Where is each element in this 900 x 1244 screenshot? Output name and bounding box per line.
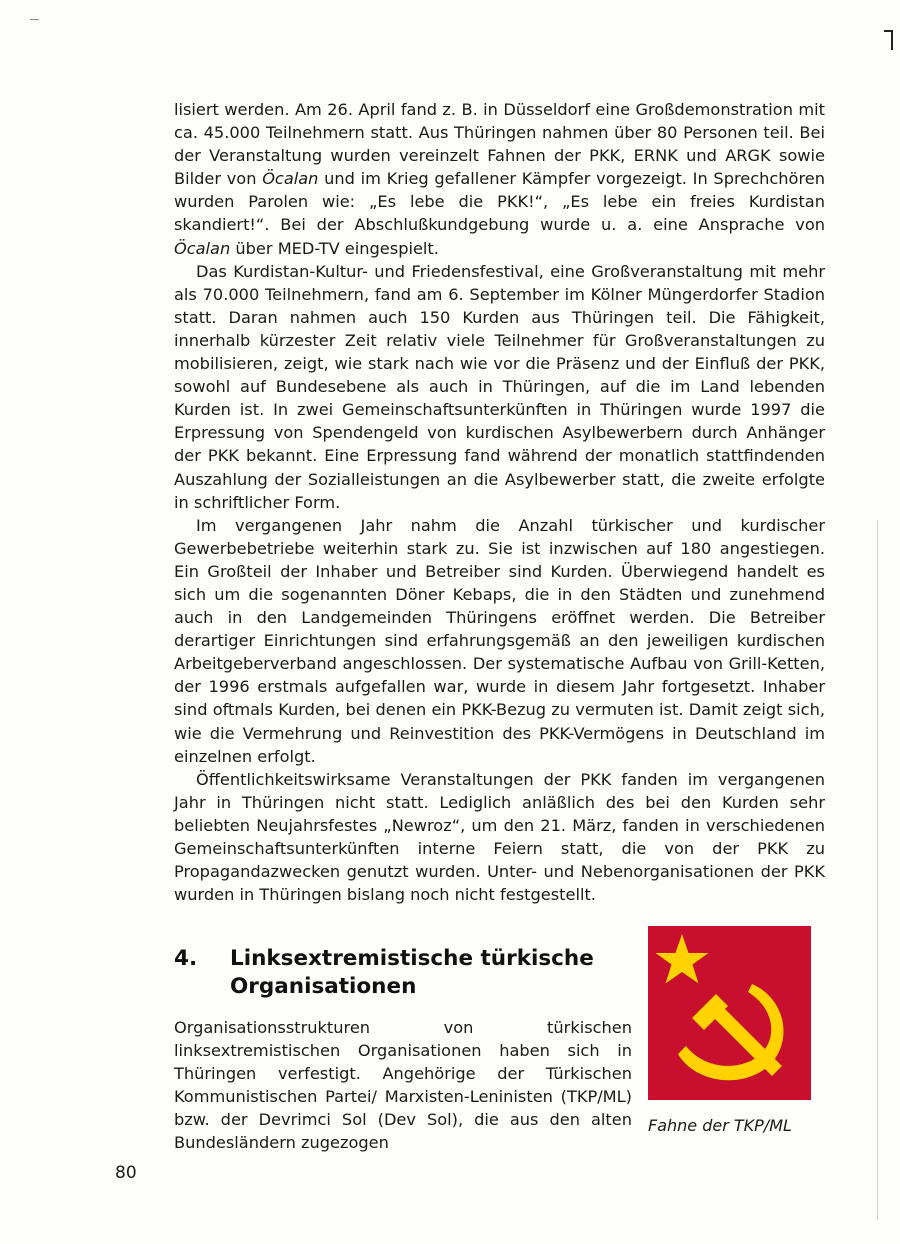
- figure-caption: Fahne der TKP/ML: [648, 1116, 792, 1135]
- paragraph-text: über MED-TV eingespielt.: [230, 238, 439, 258]
- tkp-ml-flag-image: [648, 926, 811, 1100]
- section-heading: [174, 945, 594, 1001]
- paragraph-text: Öffentlichkeitswirksame Veranstaltungen der PKK fanden im vergangenen Jahr in Thüringen nicht statt. Lediglich anläßlich des bei den Kurden sehr beliebten Neujahrsfestes „Newroz“, um den 21. März, fanden in verschiedenen Gemeinschaftsunterkünften interne Feiern statt, die von der PKK zu Propagandazwecken genutzt wurden. Unter- und Nebenorganisationen der PKK wurden in Thüringen bislang noch nicht festgestellt.: [174, 769, 825, 905]
- scan-crop-mark: [891, 30, 893, 50]
- body-text: [174, 98, 825, 906]
- paragraph: [174, 514, 825, 768]
- italic-name: Öcalan: [174, 238, 231, 258]
- section-title: Linksextremistische türkische Organisationen: [230, 946, 594, 999]
- paragraph-text: und im Krieg gefallener Kämpfer vorgezeigt. In Sprechchören wurden Parolen wie: „Es lebe die PKK!“, „Es lebe ein freies Kurdistan skandiert!“. Bei der Abschlußkundgebung wurde u. a. eine Ansprache von: [174, 169, 825, 235]
- section-body-text: Organisationsstrukturen von türkischen linksextremistischen Organisationen haben sich in Thüringen verfestigt. Angehörige der Türkischen Kommunistischen Partei/ Marxisten-Leninisten (TKP/ML) bzw. der Devrimci Sol (Dev Sol), die aus den alten Bundesländern zugezogen: [174, 1018, 632, 1152]
- paragraph-text: lisiert werden. Am 26. April fand z. B. in Düsseldorf eine Großdemonstration mit ca. 45.000 Teilnehmern statt. Aus Thüringen nahmen über 80 Personen teil. Bei der Veranstaltung wurden vereinzelt Fahnen der PKK, ERNK und ARGK sowie Bilder von: [174, 100, 825, 189]
- section-number: 4.: [174, 946, 198, 971]
- page-edge-shadow: [877, 520, 878, 1220]
- paragraph-text: Das Kurdistan-Kultur- und Friedensfestival, eine Großveranstaltung mit mehr als 70.000 Teilnehmern, fand am 6. September im Kölner Müngerdorfer Stadion statt. Daran nahmen auch 150 Kurden aus Thüringen teil. Die Fähigkeit, innerhalb kürzester Zeit relativ viele Teilnehmer für Großveranstaltungen zu mobilisieren, zeigt, wie stark nach wie vor die Präsenz und der Einfluß der PKK, sowohl auf Bundesebene als auch in Thüringen, auf die im Land lebenden Kurden ist. In zwei Gemeinschaftsunterkünften in Thüringen wurde 1997 die Erpressung von Spendengeld von kurdischen Asylbewerbern durch Anhänger der PKK bekannt. Eine Erpressung fand während der monatlich stattfindenden Auszahlung der Sozialleistungen an die Asylbewerber statt, die zweite erfolgte in schriftlicher Form.: [174, 261, 825, 512]
- star-hammer-sickle-icon: [648, 926, 811, 1100]
- paragraph: [174, 98, 825, 260]
- paragraph: [174, 260, 825, 514]
- italic-name: Öcalan: [262, 169, 319, 189]
- scan-mark: [30, 19, 39, 20]
- paragraph: [174, 768, 825, 907]
- page-number: 80: [115, 1163, 137, 1183]
- paragraph-text: Im vergangenen Jahr nahm die Anzahl türkischer und kurdischer Gewerbebetriebe weiterhin stark zu. Sie ist inzwischen auf 180 angestiegen. Ein Großteil der Inhaber und Betreiber sind Kurden. Überwiegend handelt es sich um die sogenannten Döner Kebaps, die in den Städten und zunehmend auch in den Landgemeinden Thüringens eröffnet werden. Die Betreiber derartiger Einrichtungen sind erfahrungsgemäß an den jeweiligen kurdischen Arbeitgeberverband angeschlossen. Der systematische Aufbau von Grill-Ketten, der 1996 erstmals aufgefallen war, wurde in diesem Jahr fortgesetzt. Inhaber sind oftmals Kurden, bei denen ein PKK-Bezug zu vermuten ist. Damit zeigt sich, wie die Vermehrung und Reinvestition des PKK-Vermögens in Deutschland im einzelnen erfolgt.: [174, 515, 825, 766]
